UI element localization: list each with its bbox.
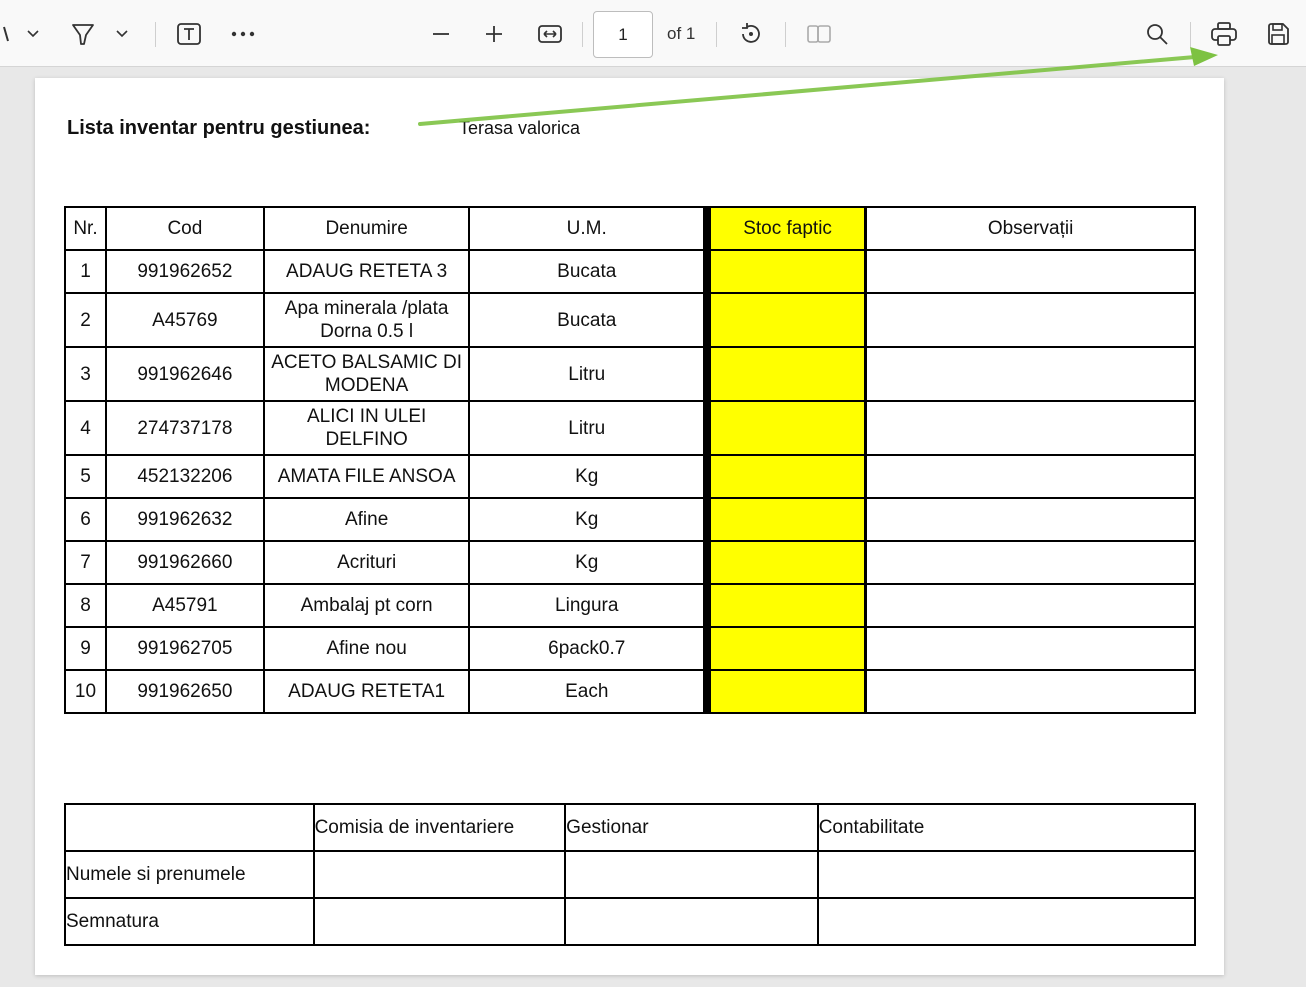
- more-icon[interactable]: [228, 14, 258, 54]
- signature-corner-cell: [65, 804, 314, 851]
- search-icon[interactable]: [1142, 14, 1172, 54]
- page-number-input[interactable]: [593, 11, 653, 58]
- cell-observatii: [866, 250, 1195, 293]
- cell-cod: 991962632: [106, 498, 264, 541]
- highlighter-icon[interactable]: [66, 14, 100, 54]
- page-number-value: 1: [618, 24, 628, 44]
- print-icon[interactable]: [1208, 14, 1240, 54]
- zoom-out-icon[interactable]: [428, 14, 454, 54]
- toolbar-divider: [155, 22, 156, 47]
- cell-stoc-faptic: [707, 498, 866, 541]
- cell-nr: 1: [65, 250, 106, 293]
- cell-observatii: [866, 347, 1195, 401]
- table-row: [65, 541, 1195, 584]
- cell-nr: 6: [65, 498, 106, 541]
- table-row: [65, 401, 1195, 455]
- signature-cell: [565, 851, 818, 898]
- header-observatii: Observații: [866, 207, 1195, 250]
- cell-cod: A45769: [106, 293, 264, 347]
- signature-header-row: [65, 804, 1195, 851]
- toolbar-divider: [785, 22, 786, 47]
- cell-cod: 452132206: [106, 455, 264, 498]
- inventory-table: [64, 206, 1196, 714]
- cell-nr: 2: [65, 293, 106, 347]
- rotate-icon[interactable]: [736, 14, 766, 54]
- document-page: [35, 78, 1224, 975]
- chevron-down-icon[interactable]: [111, 14, 133, 54]
- cell-um: Litru: [469, 347, 707, 401]
- draw-icon[interactable]: [0, 14, 14, 54]
- cell-nr: 9: [65, 627, 106, 670]
- cell-denumire: ADAUG RETETA1: [264, 670, 470, 713]
- signature-col-comisia: Comisia de inventariere: [314, 804, 566, 851]
- table-row: [65, 250, 1195, 293]
- cell-um: Each: [469, 670, 707, 713]
- save-icon[interactable]: [1263, 14, 1293, 54]
- toolbar-divider: [1190, 22, 1191, 47]
- cell-observatii: [866, 401, 1195, 455]
- cell-denumire: Apa minerala /plata Dorna 0.5 l: [264, 293, 470, 347]
- signature-row-label: Numele si prenumele: [65, 851, 314, 898]
- table-row: [65, 455, 1195, 498]
- cell-um: Kg: [469, 541, 707, 584]
- cell-denumire: ACETO BALSAMIC DI MODENA: [264, 347, 470, 401]
- signature-cell: [314, 898, 566, 945]
- signature-table: [64, 803, 1196, 946]
- cell-um: Litru: [469, 401, 707, 455]
- signature-cell: [314, 851, 566, 898]
- cell-nr: 3: [65, 347, 106, 401]
- cell-denumire: ALICI IN ULEI DELFINO: [264, 401, 470, 455]
- table-row: [65, 584, 1195, 627]
- table-row: [65, 670, 1195, 713]
- chevron-down-icon[interactable]: [22, 14, 44, 54]
- signature-col-gestionar: Gestionar: [565, 804, 818, 851]
- cell-stoc-faptic: [707, 584, 866, 627]
- cell-denumire: AMATA FILE ANSOA: [264, 455, 470, 498]
- document-heading: Lista inventar pentru gestiunea:: [67, 117, 371, 139]
- signature-col-contabilitate: Contabilitate: [818, 804, 1195, 851]
- cell-nr: 8: [65, 584, 106, 627]
- signature-cell: [818, 851, 1195, 898]
- cell-um: Bucata: [469, 250, 707, 293]
- table-header-row: [65, 207, 1195, 250]
- cell-cod: 274737178: [106, 401, 264, 455]
- cell-stoc-faptic: [707, 627, 866, 670]
- page-count-label: of 1: [667, 24, 696, 43]
- cell-observatii: [866, 293, 1195, 347]
- cell-stoc-faptic: [707, 347, 866, 401]
- cell-stoc-faptic: [707, 670, 866, 713]
- cell-nr: 7: [65, 541, 106, 584]
- cell-stoc-faptic: [707, 401, 866, 455]
- cell-denumire: ADAUG RETETA 3: [264, 250, 470, 293]
- cell-um: Kg: [469, 498, 707, 541]
- cell-observatii: [866, 627, 1195, 670]
- cell-cod: A45791: [106, 584, 264, 627]
- table-row: [65, 498, 1195, 541]
- header-um: U.M.: [469, 207, 707, 250]
- header-nr: Nr.: [65, 207, 106, 250]
- text-box-icon[interactable]: [174, 14, 204, 54]
- toolbar-divider: [582, 22, 583, 47]
- cell-cod: 991962652: [106, 250, 264, 293]
- cell-um: 6pack0.7: [469, 627, 707, 670]
- pdf-toolbar: [0, 0, 1306, 67]
- cell-stoc-faptic: [707, 250, 866, 293]
- fit-width-icon[interactable]: [535, 14, 565, 54]
- header-cod: Cod: [106, 207, 264, 250]
- cell-denumire: Afine nou: [264, 627, 470, 670]
- signature-row-label: Semnatura: [65, 898, 314, 945]
- cell-um: Lingura: [469, 584, 707, 627]
- location-name: Terasa valorica: [459, 118, 581, 138]
- cell-um: Kg: [469, 455, 707, 498]
- cell-observatii: [866, 498, 1195, 541]
- cell-denumire: Acrituri: [264, 541, 470, 584]
- zoom-in-icon[interactable]: [481, 14, 507, 54]
- cell-cod: 991962705: [106, 627, 264, 670]
- table-row: [65, 627, 1195, 670]
- cell-nr: 4: [65, 401, 106, 455]
- signature-cell: [565, 898, 818, 945]
- signature-row: [65, 898, 1195, 945]
- cell-stoc-faptic: [707, 455, 866, 498]
- header-stoc-faptic: Stoc faptic: [707, 207, 866, 250]
- cell-denumire: Afine: [264, 498, 470, 541]
- cell-observatii: [866, 584, 1195, 627]
- cell-denumire: Ambalaj pt corn: [264, 584, 470, 627]
- table-row: [65, 347, 1195, 401]
- signature-cell: [818, 898, 1195, 945]
- cell-nr: 5: [65, 455, 106, 498]
- cell-stoc-faptic: [707, 541, 866, 584]
- toolbar-divider: [716, 22, 717, 47]
- signature-row: [65, 851, 1195, 898]
- cell-um: Bucata: [469, 293, 707, 347]
- table-row: [65, 293, 1195, 347]
- cell-observatii: [866, 455, 1195, 498]
- cell-stoc-faptic: [707, 293, 866, 347]
- cell-cod: 991962646: [106, 347, 264, 401]
- header-denumire: Denumire: [264, 207, 470, 250]
- cell-observatii: [866, 541, 1195, 584]
- cell-observatii: [866, 670, 1195, 713]
- cell-cod: 991962650: [106, 670, 264, 713]
- cell-nr: 10: [65, 670, 106, 713]
- cell-cod: 991962660: [106, 541, 264, 584]
- two-page-icon[interactable]: [804, 14, 834, 54]
